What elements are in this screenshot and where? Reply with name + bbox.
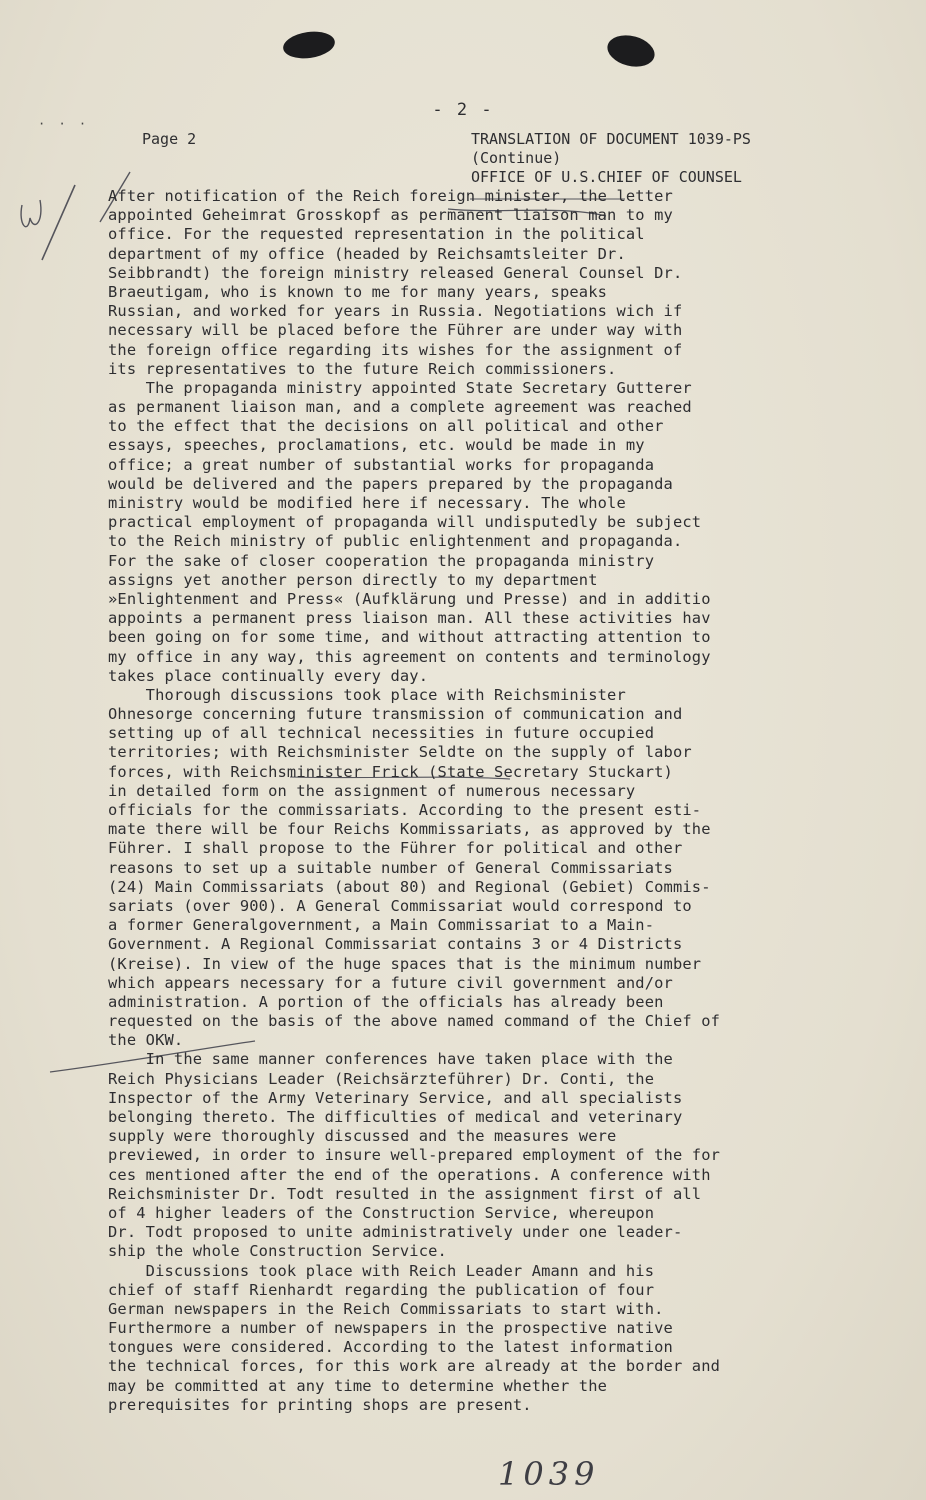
body-line: may be committed at any time to determine whether the	[108, 1376, 608, 1395]
body-line: its representatives to the future Reich commissioners.	[108, 359, 617, 378]
body-line: Discussions took place with Reich Leader Amann and his	[108, 1261, 655, 1280]
body-line: a former Generalgovernment, a Main Commissariat to a Main-	[108, 916, 655, 935]
body-line: Ohnesorge concerning future transmission of communication and	[108, 705, 683, 724]
body-line: officials for the commissariats. According to the present esti-	[108, 801, 702, 819]
body-line: requested on the basis of the above named command of the Chief of	[108, 1012, 721, 1031]
body-line: German newspapers in the Reich Commissariats to start with.	[108, 1299, 664, 1318]
body-line: Russian, and worked for years in Russia. Negotiations wich if	[108, 302, 683, 321]
body-line: In the same manner conferences have taken place with the	[108, 1050, 673, 1069]
body-line: (Kreise). In view of the huge spaces that is the minimum number	[108, 954, 702, 973]
body-line: Dr. Todt proposed to unite administratively under one leader-	[108, 1223, 683, 1242]
body-line: Reich Physicians Leader (Reichsärzteführer) Dr. Conti, the	[108, 1069, 655, 1088]
body-line: After notification of the Reich foreign minister, the letter	[108, 187, 673, 205]
margin-slash-mark	[42, 185, 75, 260]
body-line: »Enlightenment and Press« (Aufklärung und Presse) and in additio	[108, 589, 711, 608]
header-continue: (Continue)	[471, 149, 562, 167]
body-line: essays, speeches, proclamations, etc. would be made in my	[108, 436, 645, 455]
body-line: chief of staff Rienhardt regarding the publication of four	[108, 1280, 655, 1299]
handwritten-document-number: 1039	[498, 1455, 600, 1493]
body-line: Inspector of the Army Veterinary Service, and all specialists	[108, 1088, 683, 1107]
body-line: necessary will be placed before the Führer are under way with	[108, 321, 683, 340]
body-line: supply were thoroughly discussed and the measures were	[108, 1127, 617, 1146]
body-line: reasons to set up a suitable number of General Commissariats	[108, 858, 673, 877]
body-line: my office in any way, this agreement on contents and terminology	[108, 647, 711, 666]
body-line: the technical forces, for this work are already at the border and	[108, 1357, 721, 1376]
body-line: takes place continually every day.	[108, 666, 429, 685]
body-line: ministry would be modified here if necessary. The whole	[108, 494, 626, 512]
body-line: the foreign office regarding its wishes for the assignment of	[108, 340, 683, 359]
margin-check-mark	[21, 200, 41, 227]
body-line: The propaganda ministry appointed State Secretary Gutterer	[108, 378, 692, 397]
body-line: Braeutigam, who is known to me for many years, speaks	[108, 282, 608, 301]
body-line: mate there will be four Reichs Kommissariats, as approved by the	[108, 820, 711, 839]
body-line: territories; with Reichsminister Seldte on the supply of labor	[108, 743, 692, 762]
body-line: assigns yet another person directly to my department	[108, 570, 598, 589]
body-line: office. For the requested representation in the political	[108, 225, 645, 244]
body-line: of 4 higher leaders of the Construction Service, whereupon	[108, 1203, 655, 1222]
body-line: Furthermore a number of newspapers in the prospective native	[108, 1319, 673, 1338]
body-line: tongues were considered. According to the latest information	[108, 1338, 673, 1357]
body-line: ship the whole Construction Service.	[108, 1242, 447, 1261]
letter-body	[108, 187, 868, 1415]
body-line: as permanent liaison man, and a complete agreement was reached	[108, 398, 692, 417]
header-office: OFFICE OF U.S.CHIEF OF COUNSEL	[471, 168, 742, 186]
body-line: forces, with Reichsminister Frick (State Secretary Stuckart)	[108, 762, 673, 781]
body-line: would be delivered and the papers prepared by the propaganda	[108, 474, 673, 493]
body-line: practical employment of propaganda will undisputedly be subject	[108, 513, 702, 532]
body-line: the OKW.	[108, 1031, 184, 1050]
body-line: Reichsminister Dr. Todt resulted in the assignment first of all	[108, 1184, 702, 1203]
page-label: Page 2	[142, 130, 197, 148]
body-line: administration. A portion of the officials has already been	[108, 992, 664, 1011]
body-line: to the Reich ministry of public enlightenment and propaganda.	[108, 532, 683, 551]
body-line: sariats (over 900). A General Commissariat would correspond to	[108, 896, 692, 915]
body-line: Führer. I shall propose to the Führer for political and other	[108, 839, 683, 858]
body-line: prerequisites for printing shops are present.	[108, 1395, 532, 1414]
body-line: Seibbrandt) the foreign ministry released General Counsel Dr.	[108, 263, 683, 282]
body-line: For the sake of closer cooperation the propaganda ministry	[108, 551, 655, 570]
body-line: appointed Geheimrat Grosskopf as permanent liaison man to my	[108, 206, 673, 225]
body-line: (24) Main Commissariats (about 80) and Regional (Gebiet) Commis-	[108, 877, 711, 896]
body-line: belonging thereto. The difficulties of medical and veterinary	[108, 1108, 683, 1126]
body-line: been going on for some time, and without attracting attention to	[108, 628, 711, 647]
body-line: which appears necessary for a future civil government and/or	[108, 973, 673, 992]
header-title: TRANSLATION OF DOCUMENT 1039-PS	[471, 130, 751, 148]
body-line: Government. A Regional Commissariat contains 3 or 4 Districts	[108, 935, 683, 954]
body-line: to the effect that the decisions on all political and other	[108, 417, 664, 436]
corner-marks: · · ·	[38, 117, 90, 131]
body-line: in detailed form on the assignment of numerous necessary	[108, 781, 636, 800]
body-line: appoints a permanent press liaison man. All these activities hav	[108, 609, 711, 628]
body-line: previewed, in order to insure well-prepared employment of the for	[108, 1146, 721, 1165]
body-line: department of my office (headed by Reichsamtsleiter Dr.	[108, 244, 626, 263]
body-line: Thorough discussions took place with Reichsminister	[108, 685, 626, 704]
body-line: office; a great number of substantial works for propaganda	[108, 455, 655, 474]
page-number: - 2 -	[432, 100, 494, 120]
body-line: ces mentioned after the end of the operations. A conference with	[108, 1165, 711, 1184]
body-line: setting up of all technical necessities in future occupied	[108, 724, 655, 743]
